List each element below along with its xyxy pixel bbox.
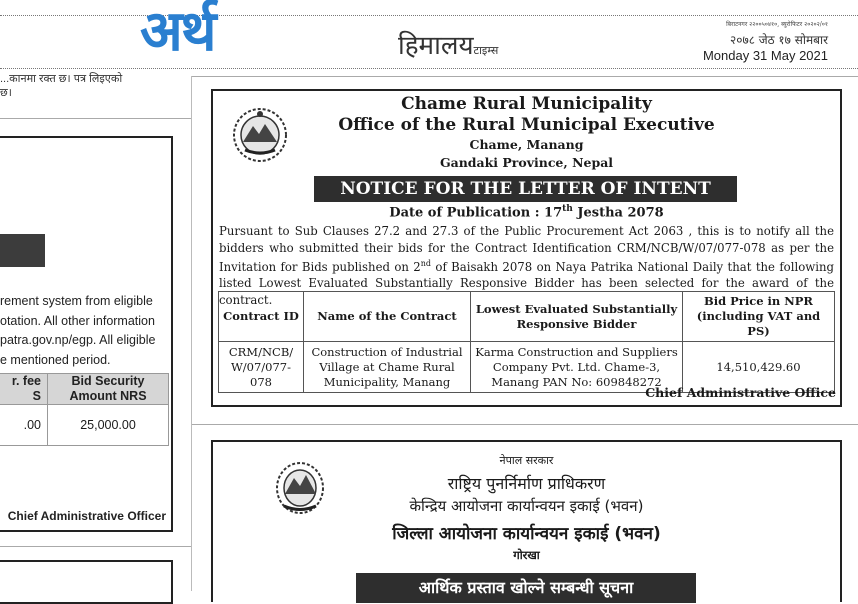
left-divider [0, 546, 191, 547]
left-para-line: rement system from eligible [0, 294, 153, 308]
left-para-line: e mentioned period. [0, 352, 111, 367]
masthead [0, 0, 858, 76]
contract-id-cell: CRM/NCB/ W/07/077-078 [219, 342, 304, 393]
contract-id-header: Contract ID [219, 292, 304, 342]
left-top-text [0, 72, 190, 100]
central-unit-name: केन्द्रिय आयोजना कार्यान्वयन इकाई (भवन) [409, 497, 644, 515]
masthead-dotted-rule [0, 15, 858, 16]
masthead-dotted-rule [0, 68, 858, 69]
himalaya-name: हिमालय [398, 31, 474, 61]
municipality-name: Chame Rural Municipality [401, 94, 652, 114]
price-cell: 14,510,429.60 [683, 342, 835, 393]
left-next-box [0, 560, 173, 604]
table-header-row [0, 374, 169, 405]
government-name: नेपाल सरकार [499, 454, 554, 467]
left-fee-table [0, 373, 169, 446]
table-header-row [219, 292, 835, 342]
province: Gandaki Province, Nepal [439, 155, 614, 170]
right-divider [192, 424, 858, 425]
artha-logo: अर्थ [140, 0, 215, 64]
office-name: Office of the Rural Municipal Executive [338, 115, 715, 135]
notice-signature: Chief Administrative Office [645, 385, 836, 400]
district-unit-name: जिल्ला आयोजना कार्यान्वयन इकाई (भवन) [392, 524, 661, 544]
nepal-emblem-icon [231, 106, 289, 168]
notice-title-banner: आर्थिक प्रस्ताव खोल्ने सम्बन्धी सूचना [356, 573, 696, 603]
left-notice-banner [0, 234, 45, 267]
publication-date: Date of Publication : 17th Jestha 2078 [389, 204, 664, 221]
nepal-emblem-icon [274, 458, 326, 520]
fee-header: r. fee S [0, 374, 48, 405]
left-top-line: छ। [0, 87, 12, 99]
left-divider [0, 118, 191, 119]
left-para-line: otation. All other information [0, 313, 155, 328]
table-row [0, 405, 169, 446]
column-separator [191, 76, 192, 591]
contract-name-cell: Construction of Industrial Village at Chame Rural Municipality, Manang [304, 342, 471, 393]
bid-security-cell: 25,000.00 [48, 405, 169, 446]
left-para-line: patra.gov.np/egp. All eligible [0, 333, 156, 347]
masthead-small-print: बिराटनगर २२००५०४१०, ब्युरोफिटर २०२०२/०१ [726, 21, 828, 28]
letter-of-intent-notice [211, 89, 842, 407]
left-signature: Chief Administrative Officer [7, 509, 166, 523]
himalaya-suffix: टाइम्स [473, 44, 499, 57]
nepali-date: २०७८ जेठ १७ सोमबार [729, 33, 828, 47]
contract-name-header: Name of the Contract [304, 292, 471, 342]
bidder-cell: Karma Construction and Suppliers Company Pvt. Ltd. Chame-3, Manang PAN No: 609848272 [471, 342, 683, 393]
left-notice-paragraph [0, 292, 168, 370]
award-table [218, 291, 835, 393]
price-header: Bid Price in NPR (including VAT and PS) [683, 292, 835, 342]
right-divider [192, 76, 858, 77]
left-top-line: ...कानमा रक्त छ। पत्र लिइएको [0, 73, 123, 85]
bidder-header: Lowest Evaluated Substantially Responsive Bidder [471, 292, 683, 342]
fee-cell: .00 [0, 405, 48, 446]
english-date: Monday 31 May 2021 [702, 48, 828, 63]
himalaya-times-logo [398, 26, 498, 62]
notice-body: Pursuant to Sub Clauses 27.2 and 27.3 of the Public Procurement Act 2063 , this is to notify all the bidders who submitted their bids for the Contract Identification CRM/NCB/W/07/077-078 as per the Invitation for Bids published on 2nd of Baisakh 2078 on Naya Patrika National Daily that the following listed Lowest Evaluated Substantially Responsive Bidder has been selected for the award of the contract. [219, 224, 834, 307]
district-name: गोरखा [513, 548, 540, 562]
authority-name: राष्ट्रिय पुनर्निर्माण प्राधिकरण [447, 474, 606, 493]
bid-security-header: Bid Security Amount NRS [48, 374, 169, 405]
office-location: Chame, Manang [469, 137, 584, 152]
notice-title-banner: NOTICE FOR THE LETTER OF INTENT [314, 176, 737, 202]
